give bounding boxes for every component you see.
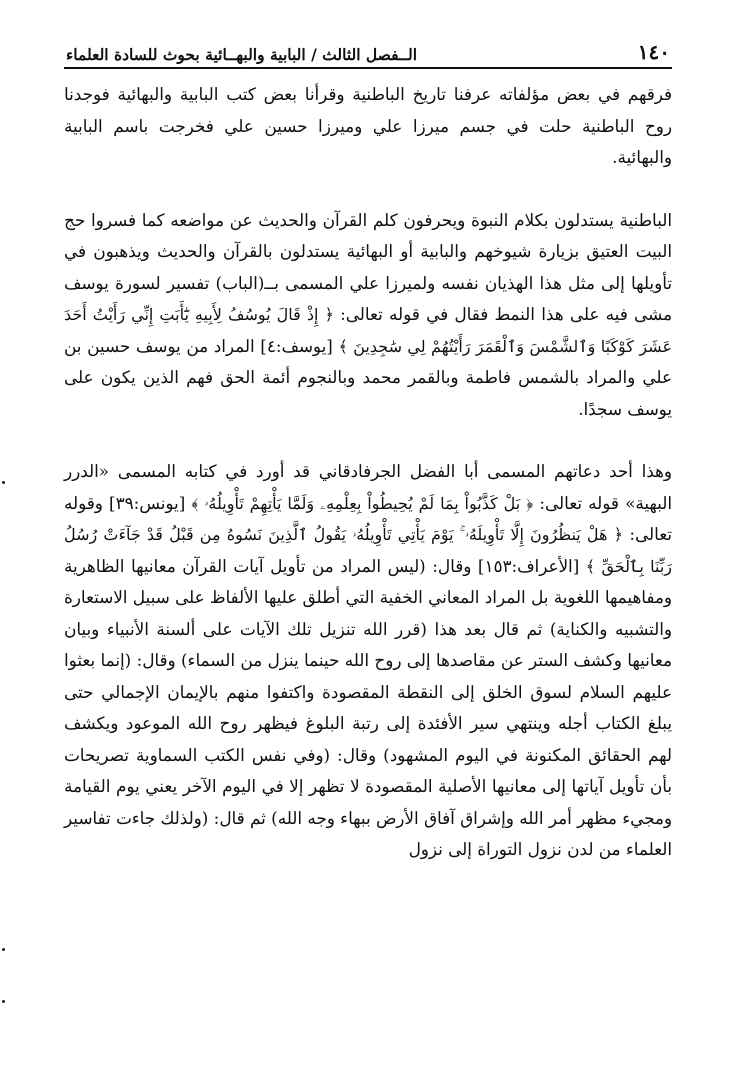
margin-mark bbox=[2, 1000, 5, 1003]
margin-mark bbox=[2, 481, 5, 484]
paragraph-text: وهذا أحد دعاتهم المسمى أبا الفضل الجرفادقاني قد أورد في كتابه المسمى «الدرر البهية» قوله تعالى: bbox=[64, 461, 672, 513]
paragraph-text: [الأعراف:١٥٣] وقال: (ليس المراد من تأويل آيات القرآن معانيها الظاهرية ومفاهيمها اللغوية بل المراد المعاني الخفية التي أطلق عليها الألفاظ على سبيل الاستعارة والتشبيه والكناية) ثم قال بعد هذا (قرر الله تنزيل تلك الآيات على ألسنة الأنبياء وبيان معانيها وكشف الستر عن مقاصدها إلى روح الله حينما ينزل من السماء) وقال: (إنما بعثوا عليهم السلام لسوق الخلق إلى النقطة المقصودة واكتفوا منهم بالإيمان الإجمالي حتى يبلغ الكتاب أجله وينتهي سير الأفئدة إلى رتبة البلوغ فيظهر روح الله الموعود ويكشف لهم الحقائق المكنونة في اليوم المشهود) وقال: (وفي نفس الكتب السماوية تصريحات بأن تأويل آياتها إلى معانيها الأصلية المقصودة لا تظهر إلا في اليوم الآخر يعني يوم القيامة ومجيء مظهر أمر الله وإشراق آفاق الأرض ببهاء وجه الله) ثم قال: (ولذلك جاءت تفاسير العلماء من لدن نزول التوراة إلى نزول bbox=[64, 555, 673, 859]
paragraph-2 bbox=[64, 205, 672, 426]
paragraph-3 bbox=[64, 456, 672, 866]
page-number: ١٤٠ bbox=[637, 40, 670, 64]
running-header bbox=[64, 36, 672, 69]
paragraph-text: [يونس:٣٩] وقوله تعالى: bbox=[64, 492, 673, 544]
paragraph-text: الباطنية يستدلون بكلام النبوة ويحرفون كلم القرآن والحديث عن مواضعه كما فسروا حج البيت العتيق بزيارة شيوخهم والبابية أو البهائية يستدلون بالقرآن والحديث ويذهبون في تأويلها إلى مثل هذا الهذيان نفسه ولميرزا علي المسمى بــ(الباب) تفسير لسورة يوسف مشى فيه على هذا النمط فقال في قوله تعالى: bbox=[64, 209, 672, 324]
quran-verse: ﴿ إِذْ قَالَ يُوسُفُ لِأَبِيهِ يَٰٓأَبَتِ إِنِّي رَأَيْتُ أَحَدَ عَشَرَ كَوْكَبًا وَٱلشَّمْسَ وَٱلْقَمَرَ رَأَيْتُهُمْ لِي سَٰجِدِينَ ﴾ bbox=[64, 305, 672, 356]
paragraph-text: فرقهم في بعض مؤلفاته عرفنا تاريخ الباطنية وقرأنا بعض كتب البابية والبهائية فوجدنا روح الباطنية حلت في جسم ميرزا علي وميرزا حسين علي فخرجت باسم البابية والبهائية. bbox=[64, 84, 672, 167]
quran-verse: ﴿ بَلْ كَذَّبُواْ بِمَا لَمْ يُحِيطُواْ بِعِلْمِهِۦ وَلَمَّا يَأْتِهِمْ تَأْوِيلُهُۥ ﴾ bbox=[191, 493, 534, 513]
quran-verse: ﴿ هَلْ يَنظُرُونَ إِلَّا تَأْوِيلَهُۥ ۚ يَوْمَ يَأْتِي تَأْوِيلُهُۥ يَقُولُ ٱلَّذِينَ نَسُوهُ مِن قَبْلُ قَدْ جَآءَتْ رُسُلُ رَبِّنَا بِٱلْحَقِّ ﴾ bbox=[64, 525, 673, 576]
chapter-title: الــفصل الثالث / البابية والبهــائية بحوث للسادة العلماء bbox=[66, 45, 418, 64]
paragraph-text: [يوسف:٤] المراد من يوسف حسين بن علي والمراد بالشمس فاطمة وبالقمر محمد وبالنجوم أئمة الحق فهم الذين يكون على يوسف سجدًا. bbox=[64, 335, 672, 419]
book-page bbox=[64, 36, 672, 866]
margin-mark bbox=[2, 948, 5, 951]
paragraph-1 bbox=[64, 79, 672, 174]
body-text bbox=[64, 79, 672, 866]
